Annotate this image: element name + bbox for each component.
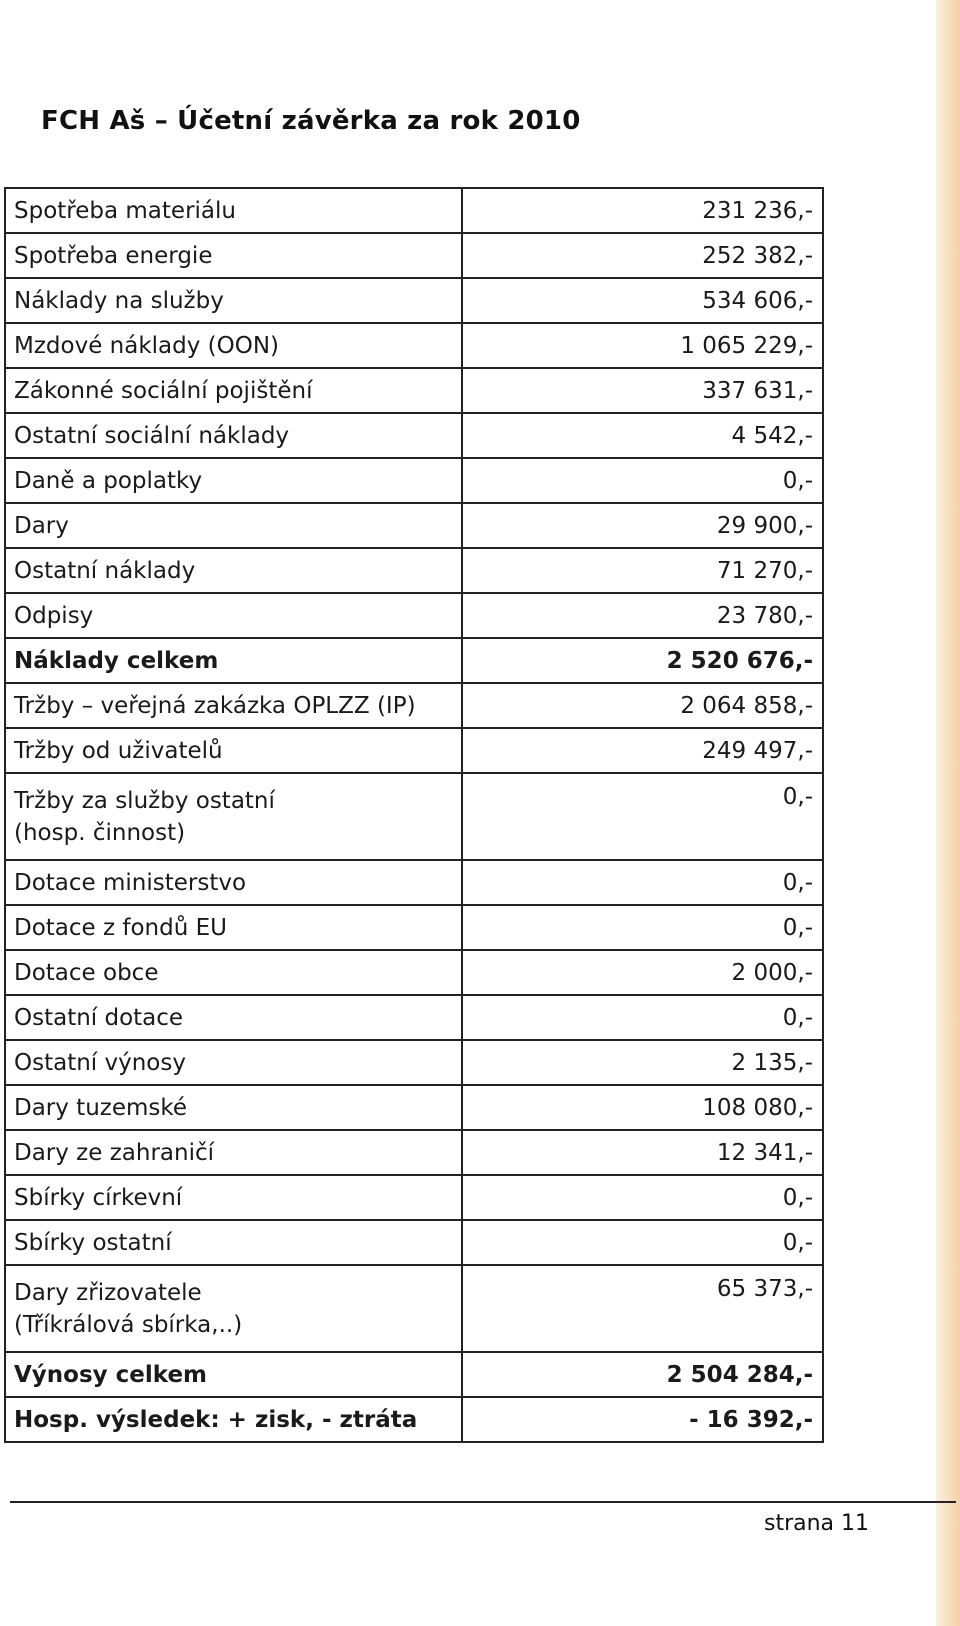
row-label: Náklady na služby [5,278,462,323]
row-label: Ostatní výnosy [5,1040,462,1085]
row-value: 2 000,- [462,950,823,995]
row-value: 0,- [462,1175,823,1220]
row-label: Dary ze zahraničí [5,1130,462,1175]
table-body [5,188,823,1442]
side-accent-strip [936,0,960,1626]
row-label: Dotace z fondů EU [5,905,462,950]
row-label-line: Dary zřizovatele [14,1279,202,1306]
row-label: Náklady celkem [5,638,462,683]
table-row [5,728,823,773]
row-value: 0,- [462,1220,823,1265]
table-row [5,860,823,905]
row-label: Dary tuzemské [5,1085,462,1130]
row-value: 12 341,- [462,1130,823,1175]
page-number: strana 11 [764,1511,870,1536]
row-value: 108 080,- [462,1085,823,1130]
row-value: 0,- [462,458,823,503]
table-row [5,1130,823,1175]
table-row [5,773,823,860]
table-row [5,368,823,413]
row-value: 23 780,- [462,593,823,638]
row-value: 2 135,- [462,1040,823,1085]
row-label: Tržby od uživatelů [5,728,462,773]
row-value: 4 542,- [462,413,823,458]
table-row [5,950,823,995]
row-value: 252 382,- [462,233,823,278]
row-value: 534 606,- [462,278,823,323]
row-label: Spotřeba materiálu [5,188,462,233]
row-label: Tržby – veřejná zakázka OPLZZ (IP) [5,683,462,728]
row-label: Daně a poplatky [5,458,462,503]
row-label: Sbírky církevní [5,1175,462,1220]
table-row [5,1085,823,1130]
row-value: 0,- [462,860,823,905]
table-row [5,548,823,593]
table-row [5,995,823,1040]
row-value: - 16 392,- [462,1397,823,1442]
table-row [5,1220,823,1265]
row-value: 1 065 229,- [462,323,823,368]
row-label: Dotace obce [5,950,462,995]
table-row-total [5,1397,823,1442]
row-label: Ostatní sociální náklady [5,413,462,458]
row-label-line: (Tříkrálová sbírka,..) [14,1311,243,1338]
row-value: 249 497,- [462,728,823,773]
row-value: 65 373,- [462,1265,823,1352]
table-row [5,1175,823,1220]
table-row [5,503,823,548]
row-value: 0,- [462,905,823,950]
table-row [5,278,823,323]
table-row [5,1265,823,1352]
table-row-total [5,1352,823,1397]
table-row [5,188,823,233]
table-row-total [5,638,823,683]
table-row [5,905,823,950]
row-label: Hosp. výsledek: + zisk, - ztráta [5,1397,462,1442]
row-value: 0,- [462,995,823,1040]
row-label: Dary [5,503,462,548]
table-row [5,458,823,503]
row-value: 2 520 676,- [462,638,823,683]
row-label [5,1265,462,1352]
table-row [5,593,823,638]
row-label: Zákonné sociální pojištění [5,368,462,413]
row-label: Sbírky ostatní [5,1220,462,1265]
page-title: FCH Aš – Účetní závěrka za rok 2010 [41,106,581,136]
row-value: 0,- [462,773,823,860]
row-value: 2 504 284,- [462,1352,823,1397]
row-label: Odpisy [5,593,462,638]
table-row [5,1040,823,1085]
row-value: 71 270,- [462,548,823,593]
row-label: Mzdové náklady (OON) [5,323,462,368]
row-label [5,773,462,860]
row-value: 29 900,- [462,503,823,548]
financial-statement-table [4,187,824,1443]
row-label: Dotace ministerstvo [5,860,462,905]
table-row [5,323,823,368]
row-label: Spotřeba energie [5,233,462,278]
table-row [5,683,823,728]
row-label: Ostatní náklady [5,548,462,593]
row-label-line: (hosp. činnost) [14,819,186,846]
table-row [5,413,823,458]
row-value: 337 631,- [462,368,823,413]
table-row [5,233,823,278]
row-value: 2 064 858,- [462,683,823,728]
footer-divider [10,1501,956,1503]
row-label: Výnosy celkem [5,1352,462,1397]
row-value: 231 236,- [462,188,823,233]
row-label-line: Tržby za služby ostatní [14,787,275,814]
row-label: Ostatní dotace [5,995,462,1040]
